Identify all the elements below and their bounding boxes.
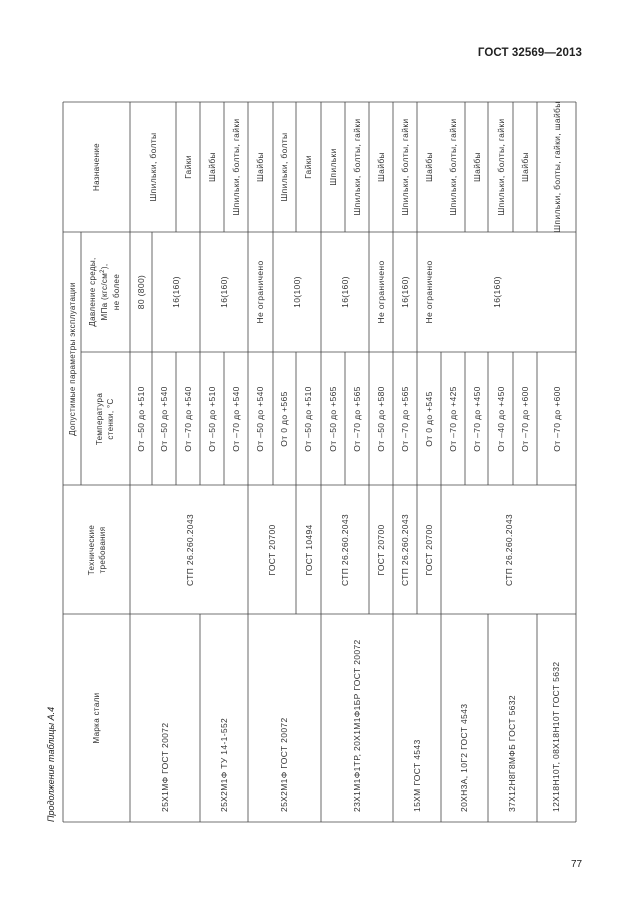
cell-purpose: Шпильки, болты	[279, 132, 289, 202]
cell-pressure: Не ограничено	[255, 260, 265, 324]
cell-tech: СТП 26.260.2043	[504, 513, 514, 587]
cell-tech: СТП 26.260.2043	[340, 513, 350, 587]
cell-purpose: Шпильки, болты, гайки	[352, 118, 362, 216]
cell-temperature: От –70 до +600	[552, 386, 562, 452]
cell-pressure: 16(160)	[400, 276, 410, 308]
cell-grade: 15ХМ ГОСТ 4543	[412, 739, 422, 812]
cell-temperature: От –70 до +540	[231, 386, 241, 452]
cell-purpose: Шпильки, болты, гайки	[448, 118, 458, 216]
header-temperature-line2: стенки, °С	[106, 398, 115, 440]
cell-grade: 25Х2М1Ф ГОСТ 20072	[279, 717, 289, 812]
cell-pressure: 16(160)	[171, 276, 181, 308]
cell-temperature: От –50 до +540	[159, 386, 169, 452]
cell-purpose: Шпильки, болты, гайки, шайбы	[552, 101, 562, 233]
cell-grade: 20ХН3А, 10Г2 ГОСТ 4543	[459, 703, 469, 812]
header-pressure-line1: Давление среды,	[88, 257, 97, 327]
cell-purpose: Шайбы	[376, 152, 386, 182]
cell-temperature: От –50 до +565	[328, 386, 338, 452]
cell-temperature: От –50 до +540	[255, 386, 265, 452]
cell-tech: ГОСТ 10494	[304, 524, 314, 576]
cell-pressure: 16(160)	[340, 276, 350, 308]
cell-purpose: Шайбы	[207, 152, 217, 182]
header-pressure-line2: МПа $(кгс/см^2)$,	[100, 263, 109, 321]
cell-tech: ГОСТ 20700	[424, 524, 434, 576]
cell-temperature: От –70 до +565	[352, 386, 362, 452]
cell-pressure: Не ограничено	[376, 260, 386, 324]
cell-temperature: От –40 до +450	[496, 386, 506, 452]
cell-pressure: 10(100)	[292, 276, 302, 308]
cell-temperature: От –70 до +450	[472, 386, 482, 452]
cell-grade: 23Х1М1Ф1ТР, 20Х1М1Ф1БР ГОСТ 20072	[352, 639, 362, 812]
cell-purpose: Шпильки, болты, гайки	[400, 118, 410, 216]
cell-temperature: От 0 до +565	[279, 391, 289, 447]
cell-purpose: Гайки	[303, 155, 313, 179]
cell-pressure: Не ограничено	[424, 260, 434, 324]
cell-purpose: Шайбы	[424, 152, 434, 182]
cell-grade: 25Х2М1Ф ТУ 14-1-552	[219, 717, 229, 812]
cell-temperature: От –50 до +580	[376, 386, 386, 452]
cell-tech: ГОСТ 20700	[267, 524, 277, 576]
header-temperature-line1: Температура	[95, 392, 104, 446]
cell-tech: ГОСТ 20700	[376, 524, 386, 576]
table-caption: Продолжение таблицы А.4	[46, 706, 56, 822]
header-pressure-line3: не более	[112, 273, 121, 311]
cell-temperature: От –50 до +510	[207, 386, 217, 452]
cell-purpose: Шайбы	[255, 152, 265, 182]
table-grid	[63, 102, 576, 822]
cell-temperature: От 0 до +545	[424, 391, 434, 447]
cell-pressure: 80 (800)	[136, 274, 146, 310]
cell-purpose: Шпильки, болты, гайки	[231, 118, 241, 216]
cell-grade: 37Х12Н8Г8МФБ ГОСТ 5632	[507, 695, 517, 812]
cell-temperature: От –50 до +510	[136, 386, 146, 452]
header-grade: Марка стали	[92, 692, 101, 744]
cell-temperature: От –50 до +510	[303, 386, 313, 452]
cell-purpose: Шпильки	[328, 148, 338, 186]
cell-purpose: Шпильки, болты, гайки	[496, 118, 506, 216]
header-parameters-group: Допустимые параметры эксплуатации	[68, 282, 77, 436]
document-header: ГОСТ 32569—2013	[477, 47, 582, 59]
header-tech-line2: требования	[98, 526, 107, 574]
header-purpose: Назначение	[92, 143, 101, 191]
cell-purpose: Гайки	[183, 155, 193, 179]
cell-temperature: От –70 до +425	[448, 386, 458, 452]
page-number: 77	[571, 859, 583, 870]
cell-purpose: Шайбы	[472, 152, 482, 182]
cell-purpose: Шайбы	[520, 152, 530, 182]
header-tech-line1: Технические	[87, 524, 96, 576]
cell-grade: 25Х1МФ ГОСТ 20072	[160, 722, 170, 812]
cell-tech: СТП 26.260.2043	[185, 513, 195, 587]
cell-tech: СТП 26.260.2043	[400, 513, 410, 587]
cell-purpose: Шпильки, болты	[148, 132, 158, 202]
cell-temperature: От –70 до +565	[400, 386, 410, 452]
steel-grades-table	[63, 102, 576, 822]
cell-temperature: От –70 до +600	[520, 386, 530, 452]
cell-pressure: 16(160)	[219, 276, 229, 308]
cell-grade: 12Х18Н10Т, 08Х18Н10Т ГОСТ 5632	[551, 661, 561, 812]
cell-temperature: От –70 до +540	[183, 386, 193, 452]
cell-pressure: 16(160)	[492, 276, 502, 308]
